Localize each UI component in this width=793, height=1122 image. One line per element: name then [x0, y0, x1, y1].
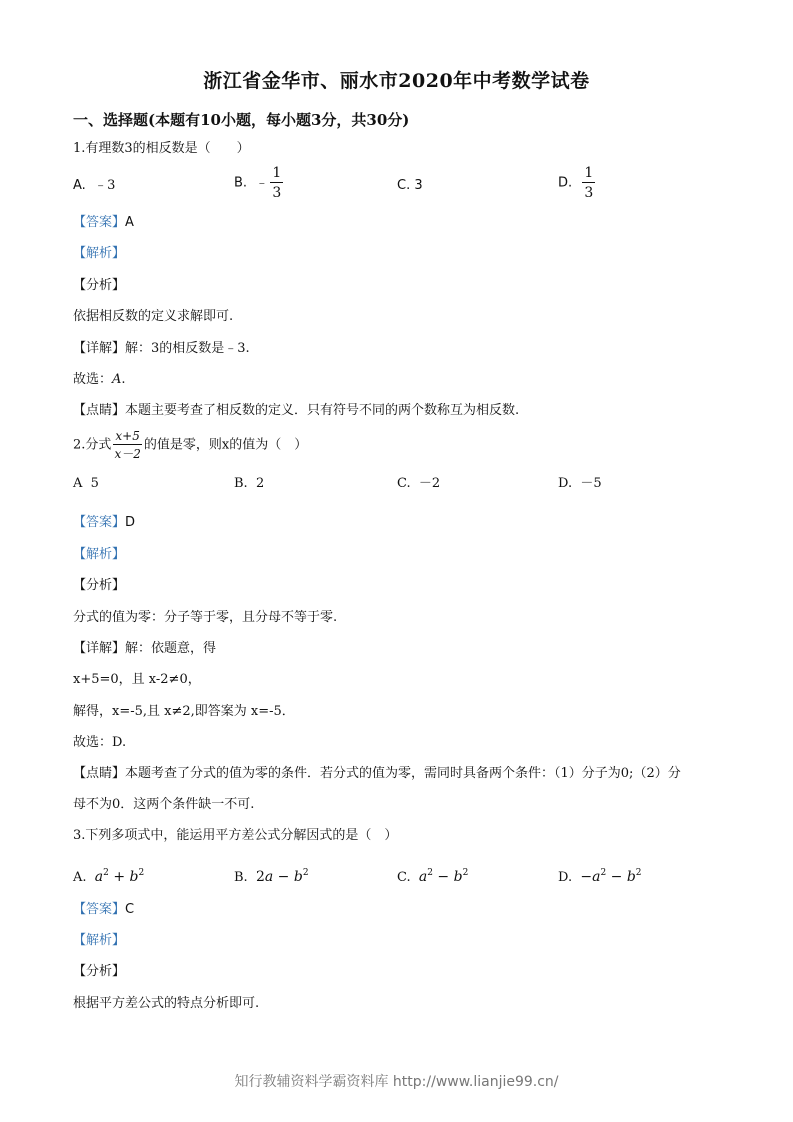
- q2-fenxi-text: 分式的值为零：分子等于零，且分母不等于零.: [73, 610, 338, 625]
- fraction-one-third: $\frac{1}{3}$: [272, 165, 282, 201]
- q1-xiangjie: 【详解】解：3的相反数是﹣3.: [73, 341, 250, 356]
- q1-option-b: B. ﹣ $\frac{1}{3}$: [234, 165, 282, 201]
- q1-fenxi-tag: 【分析】: [73, 278, 126, 293]
- q3-option-c: C. $a^2 - b^2$: [397, 868, 469, 885]
- q2-guxuan: 故选：D.: [73, 735, 127, 750]
- footer-watermark: 知行教辅资料学霸资料库 http://www.lianjie99.cn/: [234, 1074, 559, 1090]
- q3-option-d: D. $-a^2 - b^2$: [558, 868, 642, 885]
- q2-option-c: C. －2: [397, 476, 441, 491]
- q3-option-a: A. $a^2 + b^2$: [73, 868, 145, 885]
- q3-option-b: B. $2a - b^2$: [234, 868, 309, 885]
- q2-stem: 2.分式 $\frac{x+5}{x-2}$ 的值是零，则x的值为（ ）: [73, 429, 308, 461]
- q1-dianjing: 【点睛】本题主要考查了相反数的定义．只有符号不同的两个数称互为相反数.: [73, 403, 520, 418]
- q2-equation-line: x+5=0，且 x-2≠0，: [73, 672, 201, 687]
- q1-analysis-tag: 【解析】: [73, 246, 126, 261]
- q2-option-b: B. 2: [234, 476, 265, 491]
- section-heading: 一、选择题(本题有10小题，每小题3分，共30分): [73, 111, 410, 129]
- q1-answer: 【答案】A: [73, 215, 134, 230]
- q1-guxuan: 故选：A.: [73, 372, 126, 387]
- q2-solution-line: 解得，x=-5,且 x≠2,即答案为 x=-5．: [73, 704, 295, 719]
- q2-answer: 【答案】D: [73, 515, 136, 530]
- page-title: 浙江省金华市、丽水市2020年中考数学试卷: [203, 70, 590, 92]
- q3-fenxi-tag: 【分析】: [73, 964, 126, 979]
- q3-analysis-tag: 【解析】: [73, 933, 126, 948]
- q1-option-d: D. $\frac{1}{3}$: [558, 165, 594, 201]
- q1-fenxi-text: 依据相反数的定义求解即可.: [73, 309, 234, 324]
- q2-dianjing-cont: 母不为0．这两个条件缺一不可.: [73, 797, 255, 812]
- q3-answer: 【答案】C: [73, 902, 135, 917]
- q2-option-a: A 5: [73, 476, 99, 491]
- q3-stem: 3.下列多项式中，能运用平方差公式分解因式的是（ ）: [73, 828, 398, 843]
- q2-dianjing: 【点睛】本题考查了分式的值为零的条件．若分式的值为零，需同时具备两个条件：（1）分子为0;（2）分: [73, 766, 681, 781]
- q1-stem: 1.有理数3的相反数是（ ）: [73, 141, 250, 156]
- q2-xiangjie: 【详解】解：依题意，得: [73, 641, 217, 656]
- q2-option-d: D. －5: [558, 476, 602, 491]
- fraction-one-third: $\frac{1}{3}$: [584, 165, 594, 201]
- q1-option-a: A. ﹣3: [73, 178, 116, 193]
- q1-option-c: C. 3: [397, 178, 423, 193]
- q2-fenxi-tag: 【分析】: [73, 578, 126, 593]
- q3-fenxi-text: 根据平方差公式的特点分析即可.: [73, 996, 260, 1011]
- fraction-x-plus-5-over-x-minus-2: $\frac{x+5}{x-2}$: [114, 429, 141, 461]
- q2-analysis-tag: 【解析】: [73, 547, 126, 562]
